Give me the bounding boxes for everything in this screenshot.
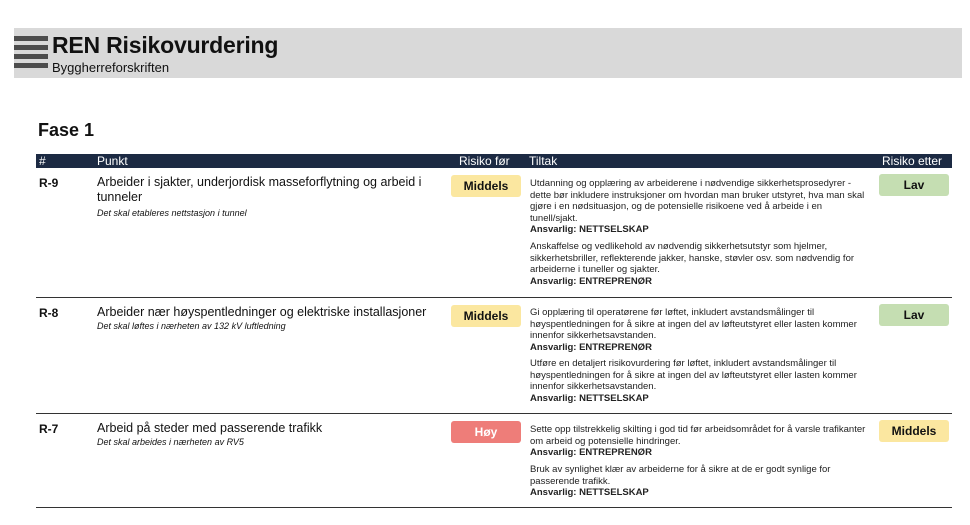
- row-id: R-8: [39, 306, 59, 320]
- table-row: [36, 414, 952, 508]
- measure-responsible: Ansvarlig: ENTREPRENØR: [530, 447, 652, 458]
- measure-item: [530, 358, 870, 404]
- page-title: REN Risikovurdering: [52, 32, 279, 58]
- measure-item: [530, 464, 870, 499]
- measure-text: Anskaffelse og vedlikehold av nødvendig sikkerhetsutstyr som hjelmer, sikkerhetsbriller, reflekterende jakker, hanske, støvler osv. som nødvendig for arbeiderne i tuneller og sjakter.: [530, 241, 855, 275]
- measure-responsible: Ansvarlig: NETTSELSKAP: [530, 224, 649, 235]
- column-header-punkt: Punkt: [97, 154, 128, 168]
- row-subtitle: Det skal arbeides i nærheten av RV5: [97, 437, 244, 447]
- measure-responsible: Ansvarlig: NETTSELSKAP: [530, 392, 649, 404]
- measure-item: [530, 241, 870, 287]
- row-subtitle: Det skal løftes i nærheten av 132 kV luftledning: [97, 321, 286, 331]
- measure-text: Bruk av synlighet klær av arbeiderne for å sikre at de er godt synlige for passerende trafikk.: [530, 464, 831, 487]
- risk-before-badge: Middels: [451, 305, 521, 327]
- measure-item: [530, 178, 870, 236]
- row-id: R-7: [39, 422, 59, 436]
- menu-logo-icon: [14, 36, 48, 72]
- measure-text: Sette opp tilstrekkelig skilting i god tid før arbeidsområdet for å varsle trafikanter om arbeid og potensielle hindringer.: [530, 424, 866, 447]
- risk-before-badge: Høy: [451, 421, 521, 443]
- table-row: [36, 168, 952, 298]
- column-header-num: #: [39, 154, 46, 168]
- risk-after-badge: Lav: [879, 174, 949, 196]
- measure-responsible: Ansvarlig: ENTREPRENØR: [530, 275, 652, 287]
- risk-before-badge: Middels: [451, 175, 521, 197]
- column-header-risk-after: Risiko etter: [882, 154, 943, 168]
- measure-responsible: Ansvarlig: ENTREPRENØR: [530, 341, 652, 353]
- measure-item: [530, 424, 870, 459]
- row-subtitle: Det skal etableres nettstasjon i tunnel: [97, 208, 247, 218]
- page-subtitle: Byggherreforskriften: [52, 60, 170, 75]
- phase-title: Fase 1: [38, 120, 95, 140]
- measure-responsible: Ansvarlig: NETTSELSKAP: [530, 487, 649, 498]
- table-row: [36, 298, 952, 414]
- row-title: Arbeider nær høyspentledninger og elektriske installasjoner: [97, 305, 427, 319]
- row-divider: [36, 507, 952, 508]
- risk-after-badge: Lav: [879, 304, 949, 326]
- row-id: R-9: [39, 176, 59, 190]
- row-title: Arbeid på steder med passerende trafikk: [97, 421, 323, 435]
- table-header: [36, 154, 952, 168]
- measure-text: Gi opplæring til operatørene før løftet, inkludert avstandsmålinger til høyspentledningen for å sikre at ingen del av løfteutstyret eller lasten kommer innenfor sikkerhetsavstanden.: [530, 307, 857, 341]
- measure-text: Utdanning og opplæring av arbeiderene i nødvendige sikkerhetsprosedyrer - dette bør inkludere instruksjoner om hvordan man bruker utstyret, hva man skal gjøre i en nødsituasjon, og de potensielle risikoene ved å arbeide i en tunell/sjakt.: [530, 178, 865, 224]
- column-header-tiltak: Tiltak: [529, 154, 558, 168]
- measure-text: Utføre en detaljert risikovurdering før løftet, inkludert avstandsmålinger til høyspentledningen for å sikre at ingen del av løfteutstyret eller lasten kommer innenfor sikkerhetsavstanden.: [530, 358, 857, 392]
- column-header-risk-before: Risiko før: [459, 154, 510, 168]
- measure-item: [530, 307, 870, 353]
- row-title: Arbeider i sjakter, underjordisk masseforflytning og arbeid i tunneler: [97, 175, 422, 204]
- risk-after-badge: Middels: [879, 420, 949, 442]
